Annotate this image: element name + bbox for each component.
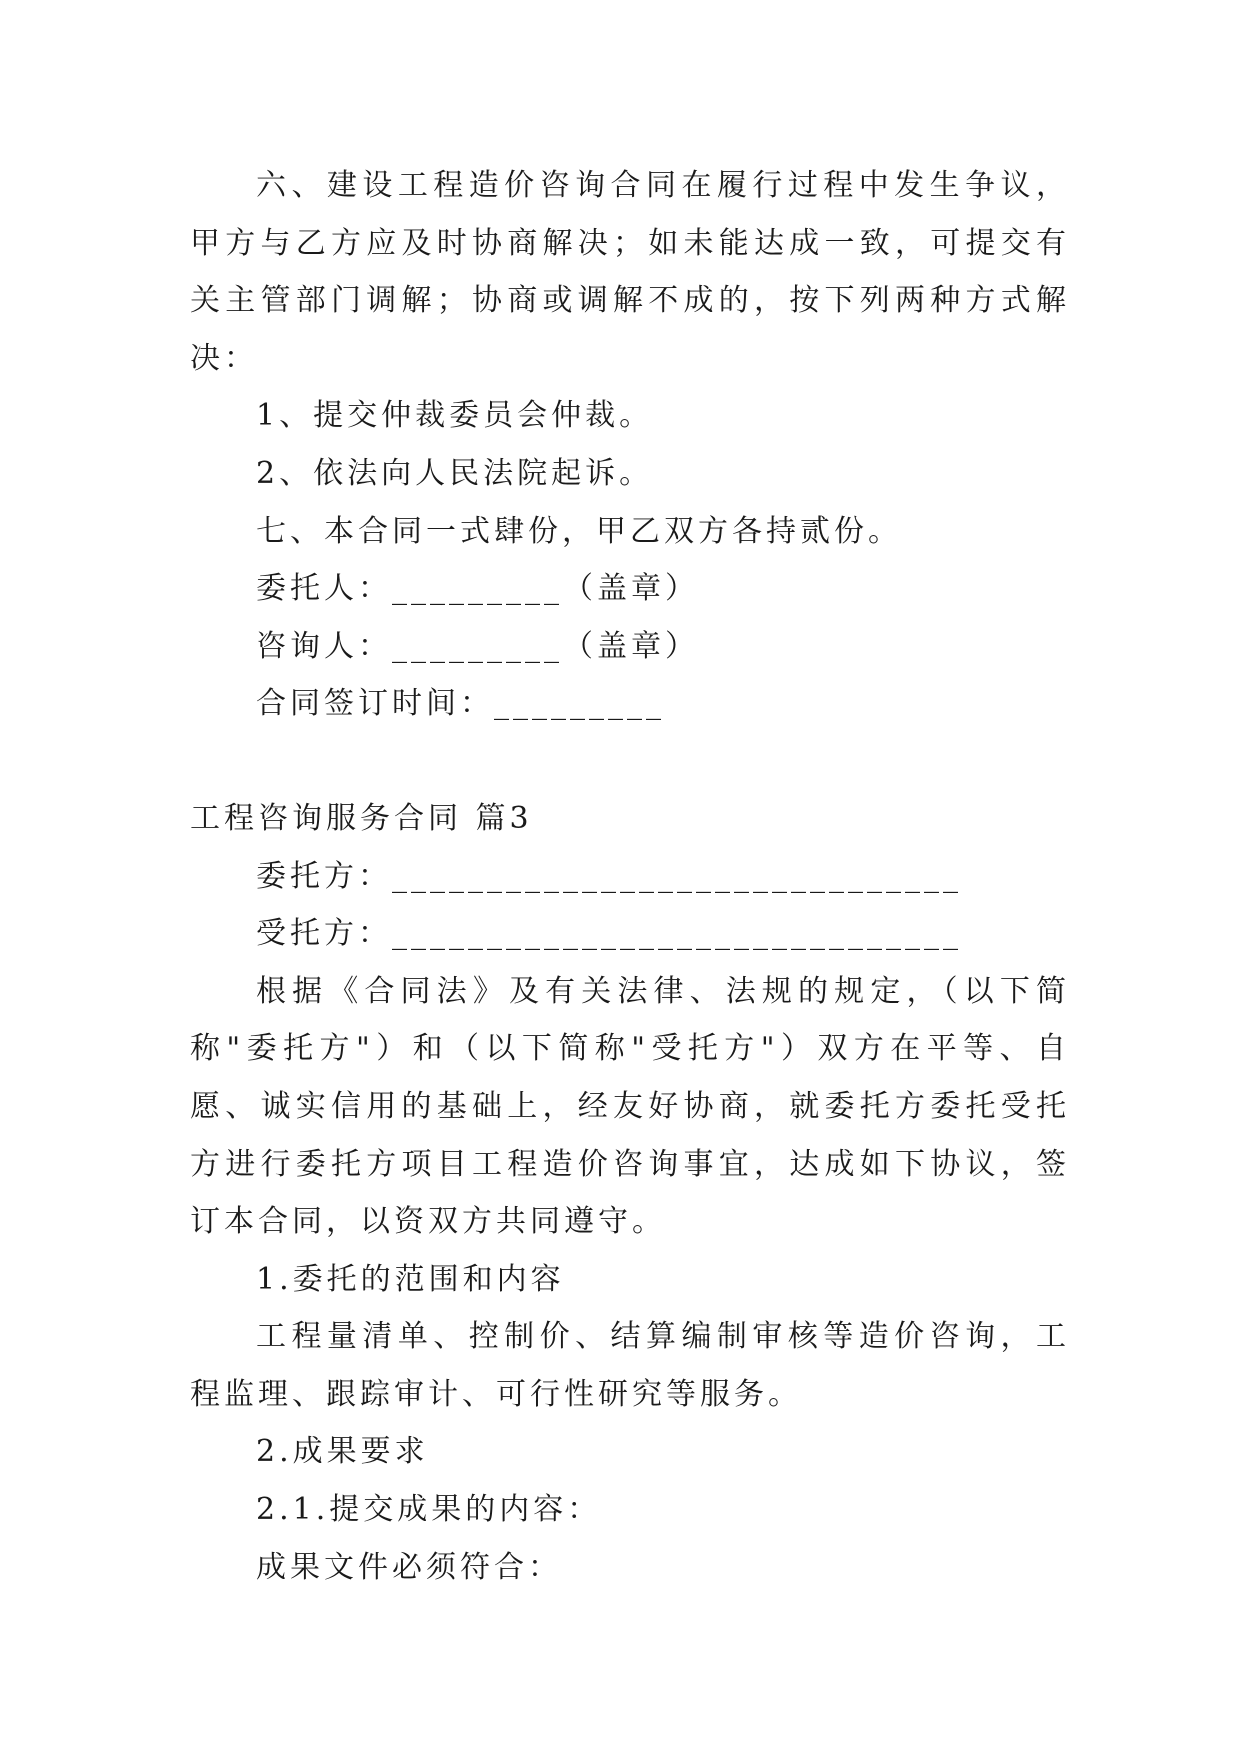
document-body: [190, 157, 1070, 1596]
paragraph-arbitration: 1、提交仲裁委员会仲裁。: [256, 398, 654, 434]
field-trustee: 受托方：______________________________: [256, 916, 962, 952]
paragraph-scope: 工程量清单、控制价、结算编制审核等造价咨询，工程监理、跟踪审计、可行性研究等服务。: [190, 1319, 1070, 1412]
paragraph-preamble: 根据《合同法》及有关法律、法规的规定，（以下简称"委托方"）和（以下简称"受托方"）双方在平等、自愿、诚实信用的基础上，经友好协商，就委托方委托受托方进行委托方项目工程造价咨询事宜，达成如下协议，签订本合同，以资双方共同遵守。: [190, 973, 1070, 1240]
signature-client: 委托人：_________（盖章）: [256, 571, 699, 607]
signing-date: 合同签订时间：_________: [256, 686, 665, 722]
heading-requirements: 2.成果要求: [256, 1434, 429, 1470]
paragraph-dispute-resolution: 六、建设工程造价咨询合同在履行过程中发生争议，甲方与乙方应及时协商解决；如未能达成一致，可提交有关主管部门调解；协商或调解不成的，按下列两种方式解决：: [190, 168, 1070, 376]
field-client: 委托方：______________________________: [256, 858, 962, 894]
paragraph-compliance: 成果文件必须符合：: [256, 1549, 562, 1585]
heading-deliverables: 2.1.提交成果的内容：: [256, 1492, 602, 1528]
signature-consultant: 咨询人：_________（盖章）: [256, 628, 699, 664]
paragraph-copies: 七、本合同一式肆份，甲乙双方各持贰份。: [256, 513, 902, 549]
section-title: 工程咨询服务合同 篇3: [190, 800, 533, 836]
section-gap: [190, 733, 1070, 790]
heading-scope: 1.委托的范围和内容: [256, 1261, 565, 1297]
paragraph-litigation: 2、依法向人民法院起诉。: [256, 455, 654, 491]
